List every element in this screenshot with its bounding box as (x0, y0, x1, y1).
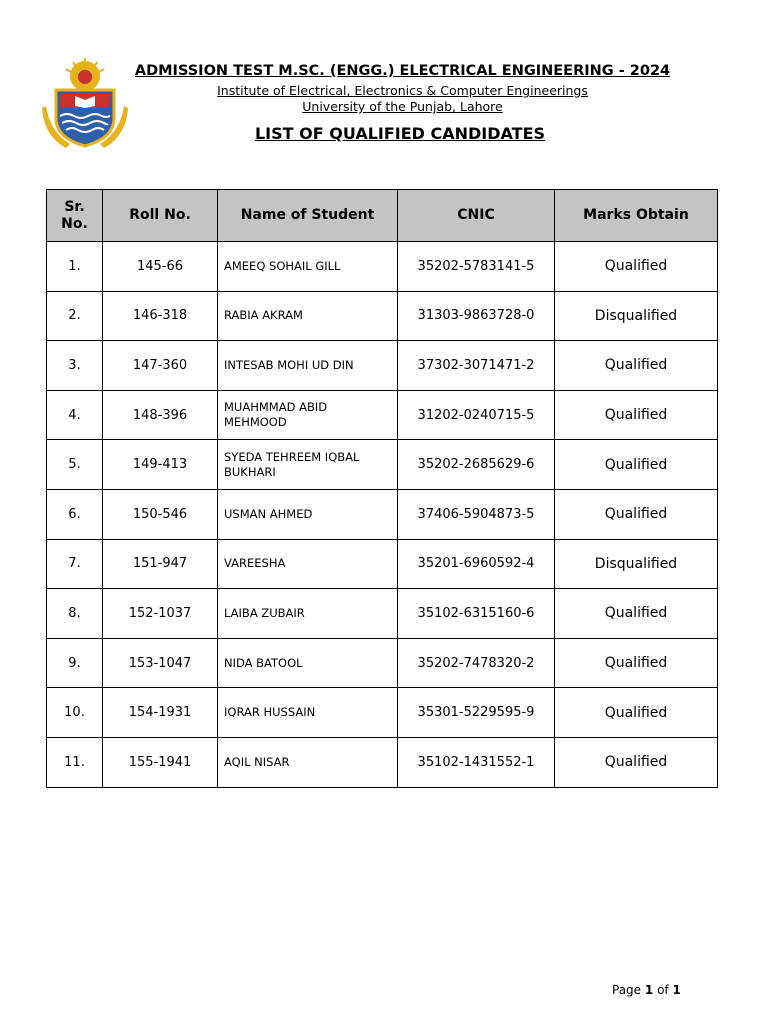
page-number (612, 983, 681, 997)
cell-cnic: 35301-5229595-9 (398, 688, 555, 738)
cell-student-name: USMAN AHMED (218, 489, 398, 539)
cell-student-name: NIDA BATOOL (218, 638, 398, 688)
table-row (47, 341, 718, 391)
cell-cnic: 35201-6960592-4 (398, 539, 555, 589)
cell-cnic: 31303-9863728-0 (398, 291, 555, 341)
cell-sr-no: 5. (47, 440, 103, 490)
cell-cnic: 35202-7478320-2 (398, 638, 555, 688)
page-total: 1 (672, 983, 681, 997)
table-row (47, 539, 718, 589)
cell-sr-no: 9. (47, 638, 103, 688)
table-row (47, 737, 718, 787)
cell-marks-status: Qualified (555, 737, 718, 787)
cell-roll-no: 147-360 (103, 341, 218, 391)
table-row (47, 390, 718, 440)
list-title: LIST OF QUALIFIED CANDIDATES (254, 124, 546, 143)
cell-cnic: 31202-0240715-5 (398, 390, 555, 440)
cell-roll-no: 151-947 (103, 539, 218, 589)
cell-marks-status: Disqualified (555, 291, 718, 341)
cell-marks-status: Qualified (555, 390, 718, 440)
cell-student-name: LAIBA ZUBAIR (218, 589, 398, 639)
column-header-marks: Marks Obtain (555, 190, 718, 242)
table-row (47, 489, 718, 539)
cell-sr-no: 2. (47, 291, 103, 341)
university-name: University of the Punjab, Lahore (302, 99, 503, 114)
cell-sr-no: 3. (47, 341, 103, 391)
cell-student-name: RABIA AKRAM (218, 291, 398, 341)
table-row (47, 589, 718, 639)
cell-marks-status: Qualified (555, 440, 718, 490)
university-of-the-punjab-crest-icon (40, 56, 130, 150)
table-row (47, 688, 718, 738)
cell-roll-no: 155-1941 (103, 737, 218, 787)
cell-sr-no: 10. (47, 688, 103, 738)
page-label: Page (612, 983, 642, 997)
cell-cnic: 35202-2685629-6 (398, 440, 555, 490)
cell-sr-no: 7. (47, 539, 103, 589)
cell-student-name: IQRAR HUSSAIN (218, 688, 398, 738)
cell-roll-no: 145-66 (103, 242, 218, 292)
cell-student-name: INTESAB MOHI UD DIN (218, 341, 398, 391)
cell-marks-status: Qualified (555, 638, 718, 688)
cell-sr-no: 1. (47, 242, 103, 292)
column-header-name: Name of Student (218, 190, 398, 242)
cell-cnic: 35102-1431552-1 (398, 737, 555, 787)
cell-sr-no: 4. (47, 390, 103, 440)
cell-cnic: 35202-5783141-5 (398, 242, 555, 292)
candidates-table (46, 189, 718, 788)
cell-roll-no: 152-1037 (103, 589, 218, 639)
cell-cnic: 37406-5904873-5 (398, 489, 555, 539)
cell-student-name: AQIL NISAR (218, 737, 398, 787)
cell-roll-no: 146-318 (103, 291, 218, 341)
cell-roll-no: 148-396 (103, 390, 218, 440)
cell-cnic: 35102-6315160-6 (398, 589, 555, 639)
column-header-cnic: CNIC (398, 190, 555, 242)
table-row (47, 291, 718, 341)
cell-roll-no: 150-546 (103, 489, 218, 539)
cell-student-name: MUAHMMAD ABID MEHMOOD (218, 390, 398, 440)
cell-sr-no: 6. (47, 489, 103, 539)
cell-marks-status: Qualified (555, 688, 718, 738)
page-of: of (657, 983, 669, 997)
cell-marks-status: Qualified (555, 489, 718, 539)
cell-roll-no: 154-1931 (103, 688, 218, 738)
document-title: ADMISSION TEST M.SC. (ENGG.) ELECTRICAL ENGINEERING - 2024 (134, 63, 671, 79)
table-row (47, 440, 718, 490)
cell-sr-no: 8. (47, 589, 103, 639)
cell-student-name: AMEEQ SOHAIL GILL (218, 242, 398, 292)
cell-student-name: VAREESHA (218, 539, 398, 589)
cell-student-name: SYEDA TEHREEM IQBAL BUKHARI (218, 440, 398, 490)
cell-marks-status: Qualified (555, 589, 718, 639)
institute-name: Institute of Electrical, Electronics & Computer Engineerings (217, 83, 588, 98)
cell-marks-status: Disqualified (555, 539, 718, 589)
column-header-sr-no: Sr. No. (47, 190, 103, 242)
cell-cnic: 37302-3071471-2 (398, 341, 555, 391)
cell-marks-status: Qualified (555, 341, 718, 391)
table-row (47, 242, 718, 292)
cell-marks-status: Qualified (555, 242, 718, 292)
column-header-roll-no: Roll No. (103, 190, 218, 242)
cell-roll-no: 149-413 (103, 440, 218, 490)
cell-sr-no: 11. (47, 737, 103, 787)
cell-roll-no: 153-1047 (103, 638, 218, 688)
page-current: 1 (644, 983, 654, 997)
table-header-row (47, 190, 718, 242)
table-row (47, 638, 718, 688)
